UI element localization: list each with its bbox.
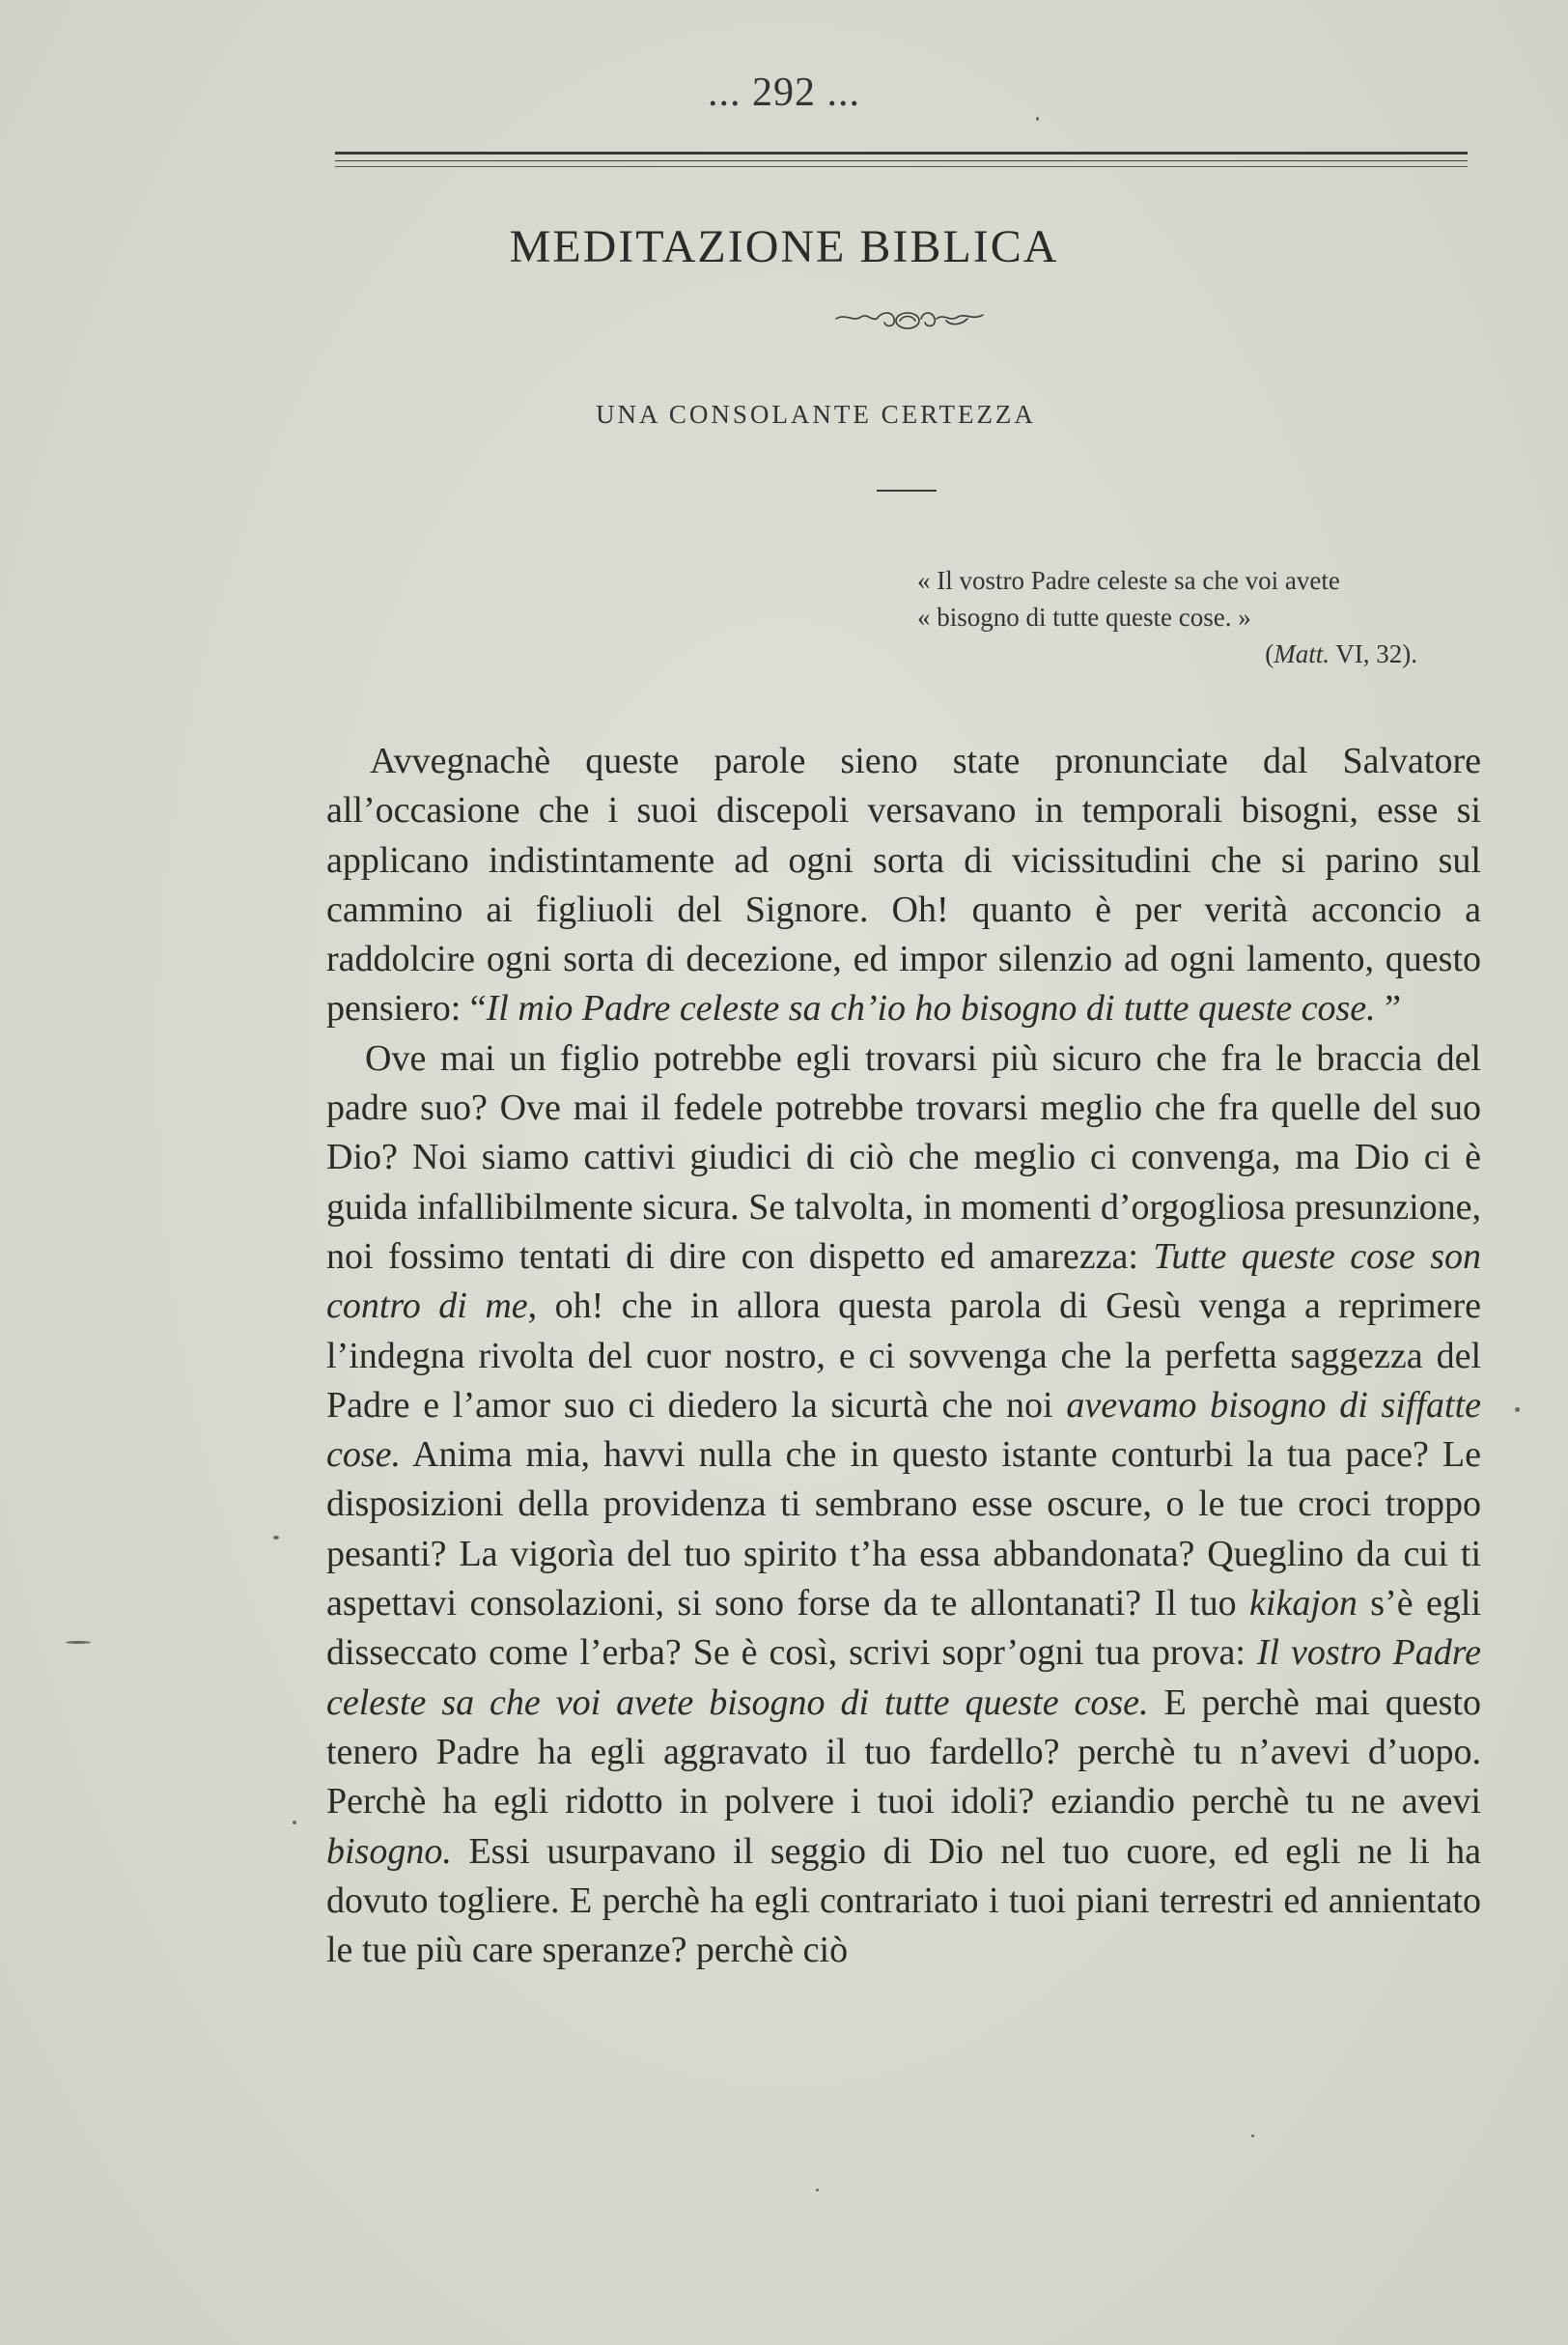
paper-speck (66, 1641, 91, 1644)
epigraph-line-2: « bisogno di tutte queste cose. » (917, 603, 1251, 632)
paragraph-2-emphasis-b: avevamo bisogno di siffatte cose. (326, 1384, 1481, 1476)
epigraph-line-1: « Il vostro Padre celeste sa che voi avete (917, 566, 1340, 595)
article-title: MEDITAZIONE BIBLICA (509, 221, 1059, 272)
paper-speck (273, 1536, 279, 1540)
paragraph-1-quote: Il mio Padre celeste sa ch’io ho bisogno di tutte queste cose. (486, 988, 1376, 1030)
section-divider (877, 490, 937, 492)
paper-speck (293, 1821, 296, 1824)
article-body (326, 737, 1481, 1975)
paragraph-2-text-f: Essi usurpavano il seggio di Dio nel tuo cuore, ed egli ne li ha dovuto togliere. E perchè ha egli contrariato i tuoi piani terrestri ed annientato le tue più care speranze? perchè ciò (326, 1830, 1481, 1971)
header-rule-thin (335, 160, 1468, 161)
paragraph-2 (326, 1034, 1481, 1976)
epigraph (917, 562, 1477, 672)
epigraph-reference: (Matt. VI, 32). (1265, 639, 1417, 668)
article-subtitle: UNA CONSOLANTE CERTEZZA (596, 400, 1036, 429)
epigraph-reference-verse: VI, 32). (1330, 639, 1417, 668)
paragraph-2-emphasis-e: bisogno. (326, 1830, 452, 1872)
paragraph-2-emphasis-a: Tutte queste cose son contro di me (326, 1235, 1481, 1327)
paper-speck (816, 2189, 819, 2191)
epigraph-reference-book: Matt. (1274, 639, 1330, 668)
paragraph-1-close-quote: ” (1375, 988, 1401, 1030)
ornament-flourish-icon (832, 307, 987, 336)
paragraph-2-text-d: s’è egli disseccato come l’erba? Se è così, scrivi sopr’ogni tua prova: (326, 1583, 1481, 1674)
header-rule-thin-lower (335, 166, 1468, 167)
paragraph-2-emphasis-c: kikajon (1249, 1583, 1358, 1625)
paragraph-1 (326, 737, 1481, 1034)
paragraph-2-text-a: Ove mai un figlio potrebbe egli trovarsi più sicuro che fra le braccia del padre suo? Ove mai il fedele potrebbe trovarsi meglio che fra quelle del suo Dio? Noi siamo cattivi giudici di ciò che meglio ci convenga, ma Dio ci è guida infallibilmente sicura. Se talvolta, in momenti d’orgogliosa presunzione, noi fossimo tentati di dire con dispetto ed amarezza: (326, 1037, 1481, 1277)
header-rule-thick (335, 152, 1468, 155)
paragraph-2-text-e: E perchè mai questo tenero Padre ha egli aggravato il tuo fardello? perchè tu n’avevi d’uopo. Perchè ha egli ridotto in polvere i tuoi idoli? eziandio perchè tu ne avevi (326, 1681, 1481, 1822)
paragraph-2-text-b: , oh! che in allora questa parola di Gesù venga a reprimere l’indegna rivolta del cuor nostro, e ci sovvenga che la perfetta saggezza del Padre e l’amor suo ci diedero la sicurtà che noi (326, 1286, 1481, 1426)
page-number: ... 292 ... (708, 71, 860, 115)
paragraph-2-emphasis-d: Il vostro Padre celeste sa che voi avete bisogno di tutte queste cose. (326, 1632, 1481, 1723)
paragraph-1-text: Avvegnachè queste parole sieno state pronunciate dal Salvatore all’occasione che i suoi discepoli versavano in temporali bisogni, esse si applicano indistintamente ad ogni sorta di vicissitudini che si parino sul cammino ai figliuoli del Signore. Oh! quanto è per verità acconcio a raddolcire ogni sorta di decezione, ed impor silenzio ad ogni lamento, questo pensiero: “ (326, 741, 1481, 1030)
paper-speck (1036, 117, 1039, 121)
paper-speck (1251, 2134, 1254, 2137)
paragraph-2-text-c: Anima mia, havvi nulla che in questo istante conturbi la tua pace? Le disposizioni della providenza ti sembrano esse oscure, o le tue croci troppo pesanti? La vigorìa del tuo spirito t’ha essa abbandonata? Queglino da cui ti aspettavi consolazioni, si sono forse da te allontanati? Il tuo (326, 1434, 1481, 1625)
paper-speck (1515, 1407, 1520, 1412)
